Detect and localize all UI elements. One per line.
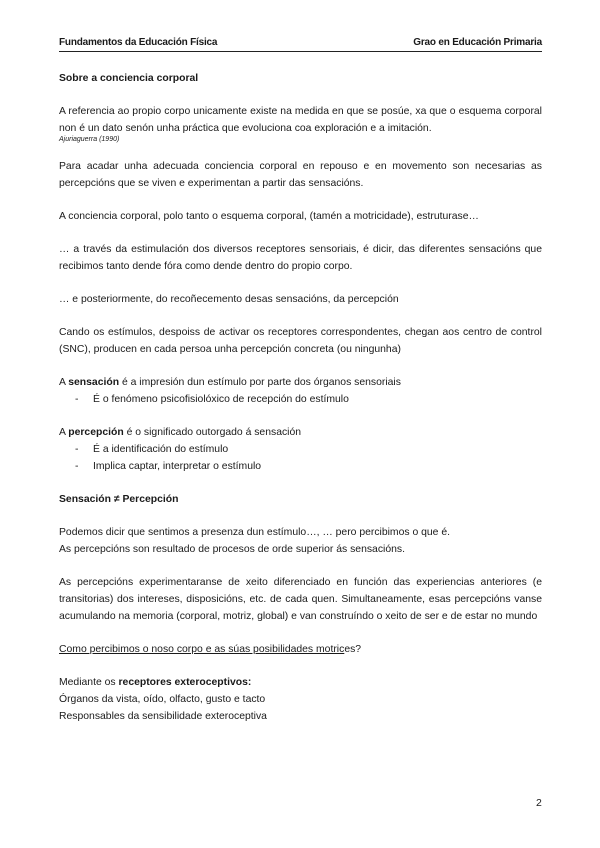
list-item: - Implica captar, interpretar o estímulo [75,461,262,472]
percepcion-definition: A percepción é o significado outorgado á sensación [59,427,302,438]
list-item: - É a identificación do estímulo [75,444,229,455]
paragraph-1 [59,103,542,144]
page-header [59,37,542,52]
document-body [59,70,542,725]
paragraph-1-text: A referencia ao propio corpo unicamente existe na medida en que se posúe, xa que o esquema corporal non é un dato senón unha práctica que evoluciona coa exploración e a imitación. [59,106,542,134]
question: Como percibimos o noso corpo e as súas posibilidades motrices? [59,644,362,655]
sensacion-term: sensación [68,377,120,388]
paragraph-2: Para acadar unha adecuada conciencia corporal en repouso e en movemento son necesarias as percepcións que se viven e experimentan a partir das sensacións. [59,161,542,189]
list-item: - É o fenómeno psicofisiolóxico de recepción do estímulo [75,394,349,405]
heading-sensacion-percepcion: Sensación ≠ Percepción [59,494,179,505]
section-title: Sobre a conciencia corporal [59,73,199,84]
header-degree: Grao en Educación Primaria [413,37,542,48]
paragraph-4: … a través da estimulación dos diversos receptores sensoriais, é dicir, das diferentes sensacións que recibimos tanto dende fóra como dende dentro do propio corpo. [59,244,542,272]
percepcion-list [59,441,542,475]
citation: Ajuriaguerra (1990) [59,136,120,143]
sensacion-list [59,391,542,408]
paragraph-6: Cando os estímulos, despoiss de activar os receptores correspondentes, chegan aos centro de control (SNC), producen en cada persoa unha percepción concreta (ou ningunha) [59,327,542,355]
receptores-line-1: Mediante os receptores exteroceptivos: [59,677,252,688]
paragraph-3: A conciencia corporal, polo tanto o esquema corporal, (tamén a motricidade), estruturase… [59,211,479,222]
sensacion-definition: A sensación é a impresión dun estímulo por parte dos órganos sensoriais [59,377,401,388]
page-number: 2 [536,797,542,809]
paragraph-5: … e posteriormente, do recoñecemento desas sensacións, da percepción [59,294,399,305]
receptores-line-2: Órganos da vista, oído, olfacto, gusto e tacto [59,694,266,705]
percepcion-term: percepción [68,427,124,438]
receptores-line-3: Responsables da sensibilidade exteroceptiva [59,711,267,722]
paragraph-7b: As percepcións son resultado de procesos de orde superior ás sensacións. [59,544,405,555]
paragraph-8: As percepcións experimentaranse de xeito diferenciado en función das experiencias anteriores (e transitorias) dos intereses, disposicións, etc. de cada quen. Simultaneamente, esas percepcións vanse acumulando na memoria (corporal, motriz, global) e van construíndo o xeito de ser e de estar no mundo [59,577,542,622]
receptores-term: receptores exteroceptivos: [118,677,252,688]
paragraph-7a: Podemos dicir que sentimos a presenza dun estímulo…, … pero percibimos o que é. [59,527,451,538]
header-course: Fundamentos da Educación Física [59,37,218,48]
